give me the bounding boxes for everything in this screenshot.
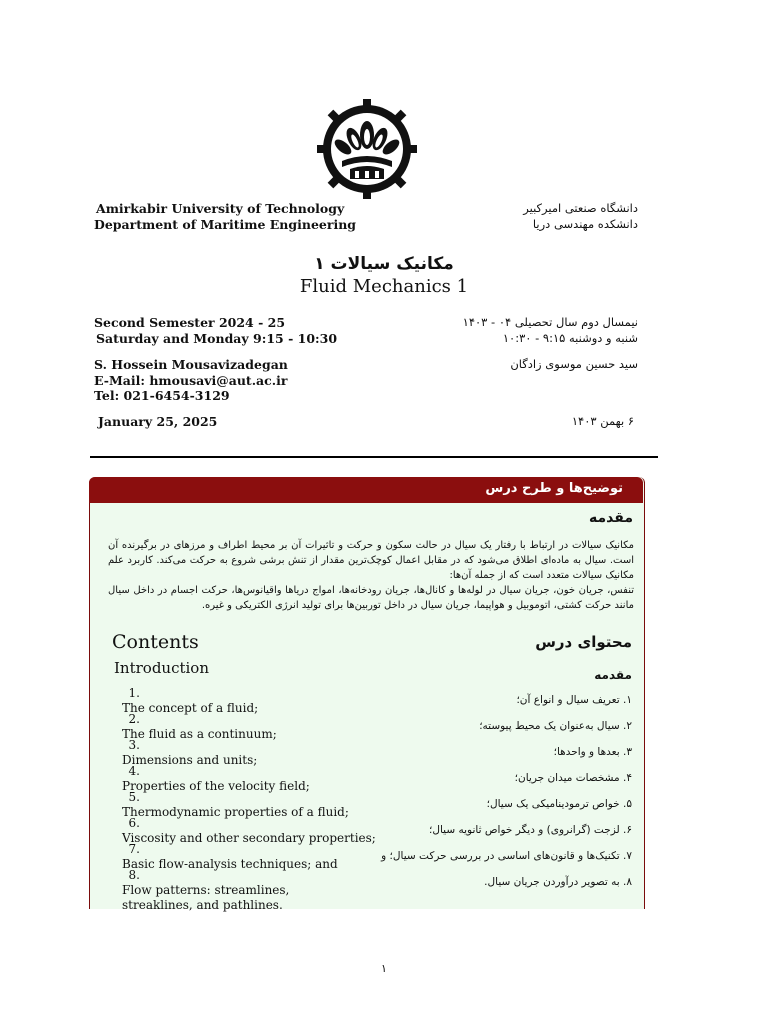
list-item-fa: ۳. بعدها و واحدها؛ xyxy=(553,746,632,758)
list-item-text: Thermodynamic properties of a fluid; xyxy=(122,805,349,819)
course-title-en: Fluid Mechanics 1 xyxy=(299,276,469,297)
section-heading-en: Introduction xyxy=(114,659,209,677)
list-item-fa: ۴. مشخصات میدان جریان؛ xyxy=(514,772,632,784)
list-item-fa: ۵. خواص ترمودینامیکی یک سیال؛ xyxy=(486,798,632,810)
list-item-number: 6. xyxy=(128,816,140,830)
list-item-text: The fluid as a continuum; xyxy=(122,727,277,741)
semester-en: Second Semester 2024 - 25 xyxy=(94,315,286,330)
horizontal-divider xyxy=(90,456,658,458)
university-logo xyxy=(314,93,420,201)
instructor-en xyxy=(94,357,288,404)
list-item-number: 7. xyxy=(128,842,140,856)
days-en: Saturday and Monday 9:15 - 10:30 xyxy=(96,330,338,346)
list-item-number: 1. xyxy=(128,686,140,700)
semester-fa: نیمسال دوم سال تحصیلی ۰۴ - ۱۴۰۳ xyxy=(462,315,638,329)
intro-paragraph-2: تنفس، جریان خون، جریان سیال در لوله‌ها و کانال‌ها، جریان رودخانه‌ها، امواج دریاها واقیانوس‌ها، حرکت اجسام در داخل سیال مانند حرکت کشتی، اتوموبیل و هواپیما، جریان سیال در داخل توربین‌ها برای تولید انرژی الکتریکی و غیره. xyxy=(108,585,634,611)
list-item-fa: ۷. تکنیک‌ها و قانون‌های اساسی در بررسی حرکت سیال؛ و xyxy=(381,850,632,862)
page-number: ۱ xyxy=(381,962,387,975)
schedule-fa xyxy=(463,315,638,346)
list-item-text: The concept of a fluid; xyxy=(122,701,259,715)
list-item-number: 4. xyxy=(128,764,140,778)
intro-paragraph-fa xyxy=(108,538,634,613)
department-name-en: Department of Maritime Engineering xyxy=(94,216,357,232)
course-outline-box-title: توضیح‌ها و طرح درس xyxy=(485,481,623,496)
schedule-en xyxy=(94,315,337,346)
department-name-fa: دانشکده مهندسی دریا xyxy=(532,216,638,231)
list-item-text: Viscosity and other secondary properties; xyxy=(122,831,376,845)
list-item-fa: ۲. سیال به‌عنوان یک محیط پیوسته؛ xyxy=(479,720,632,732)
list-item-number: 8. xyxy=(128,868,140,882)
section-heading-fa: مقدمه xyxy=(594,668,632,682)
list-item-fa: ۶. لزجت (گرانروی) و دیگر خواص ثانویه سیال؛ xyxy=(429,824,632,836)
instructor-email[interactable]: E-Mail: hmousavi@aut.ac.ir xyxy=(94,372,288,388)
list-item-fa: ۸. به تصویر درآوردن جریان سیال. xyxy=(484,876,632,888)
instructor-name-fa: سید حسین موسوی زادگان xyxy=(510,357,638,371)
list-item-number: 2. xyxy=(128,712,140,726)
university-name-fa: دانشگاه صنعتی امیرکبیر xyxy=(523,201,638,215)
list-item-text: Properties of the velocity field; xyxy=(122,779,310,793)
instructor-name-en: S. Hossein Mousavizadegan xyxy=(94,357,288,372)
list-item xyxy=(122,868,370,913)
institution-fa xyxy=(523,201,638,232)
contents-heading-fa: محتوای درس xyxy=(535,633,632,651)
university-name-en: Amirkabir University of Technology xyxy=(96,201,345,216)
emblem-icon xyxy=(314,93,420,201)
list-item-number: 5. xyxy=(128,790,140,804)
list-item-fa: ۱. تعریف سیال و انواع آن؛ xyxy=(516,694,632,706)
contents-heading-en: Contents xyxy=(112,631,199,653)
list-item-text: Basic flow-analysis techniques; and xyxy=(122,857,338,871)
list-item-number: 3. xyxy=(128,738,140,752)
instructor-tel: Tel: 021-6454-3129 xyxy=(94,388,230,403)
list-item-text: Dimensions and units; xyxy=(122,753,258,767)
intro-paragraph-1: مکانیک سیالات در ارتباط با رفتار یک سیال در حالت سکون و حرکت و تاثیرات آن بر محیط اطراف و مرزهای در برگیرنده آن است. سیال به ماده‌ای اطلاق می‌شود که در مقابل اعمال کوچک‌ترین مقدار از تنش برشی شروع به حرکت می‌کند. کاربرد علم مکانیک سیالات متعدد است که از جمله آن‌ها: xyxy=(108,540,634,581)
list-item-text: Flow patterns: streamlines, streaklines, and pathlines. xyxy=(122,883,290,912)
date-fa: ۶ بهمن ۱۴۰۳ xyxy=(571,414,634,428)
course-title-fa: مکانیک سیالات ۱ xyxy=(314,254,454,274)
institution-en xyxy=(94,201,356,232)
days-fa: شنبه و دوشنبه ۹:۱۵ - ۱۰:۳۰ xyxy=(502,330,638,345)
intro-heading-fa: مقدمه xyxy=(589,510,633,526)
date-en: January 25, 2025 xyxy=(98,414,218,429)
